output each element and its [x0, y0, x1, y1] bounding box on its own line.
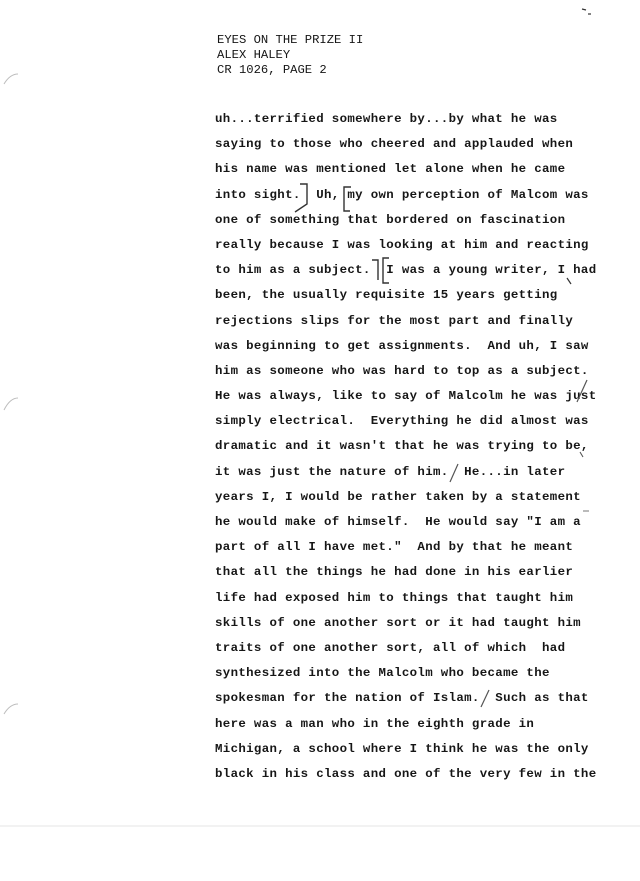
body-line: synthesized into the Malcolm who became the [215, 666, 550, 681]
body-line: he would make of himself. He would say "I am a [215, 515, 581, 529]
body-line: his name was mentioned let alone when he came [215, 162, 566, 177]
body-line: Michigan, a school where I think he was the only [215, 741, 589, 756]
body-line: to him as a subject. I was a young writer, I had [215, 263, 597, 278]
body-line: that all the things he had done in his earlier [215, 565, 574, 580]
header-title: EYES ON THE PRIZE II [217, 33, 364, 47]
page-edge-marks [4, 74, 18, 714]
body-line: spokesman for the nation of Islam. Such as that [215, 691, 589, 706]
body-line: rejections slips for the most part and finally [215, 313, 574, 328]
body-line: uh...terrified somewhere by...by what he was [215, 112, 558, 126]
body-line: skills of one another sort or it had taught him [215, 615, 581, 630]
body-line: here was a man who in the eighth grade in [215, 716, 535, 731]
body-line: part of all I have met." And by that he meant [215, 540, 574, 555]
body-line: was beginning to get assignments. And uh, I saw [215, 338, 589, 353]
body-line: one of something that bordered on fascination [215, 212, 566, 227]
body-line: been, the usually requisite 15 years getting [215, 288, 558, 303]
body-line: it was just the nature of him. He...in later [215, 464, 566, 479]
body-line: saying to those who cheered and applauded when [215, 137, 574, 152]
page-header [217, 33, 363, 79]
body-line: simply electrical. Everything he did almost was [215, 414, 589, 429]
body-line: traits of one another sort, all of which had [215, 640, 566, 655]
body-line: He was always, like to say of Malcolm he was just [215, 389, 597, 404]
scan-speck [582, 9, 591, 14]
header-reference: CR 1026, PAGE 2 [217, 63, 327, 78]
body-line: really because I was looking at him and reacting [215, 237, 589, 252]
body-line: life had exposed him to things that taught him [215, 590, 574, 605]
body-line: him as someone who was hard to top as a subject. [215, 363, 589, 378]
body-line: dramatic and it wasn't that he was trying to be, [215, 439, 589, 454]
body-line: years I, I would be rather taken by a statement [215, 489, 581, 504]
body-line: black in his class and one of the very few in the [215, 766, 597, 781]
body-line: into sight. Uh, my own perception of Malcom was [215, 187, 589, 202]
header-author: ALEX HALEY [217, 48, 291, 63]
transcript-body [215, 107, 597, 787]
